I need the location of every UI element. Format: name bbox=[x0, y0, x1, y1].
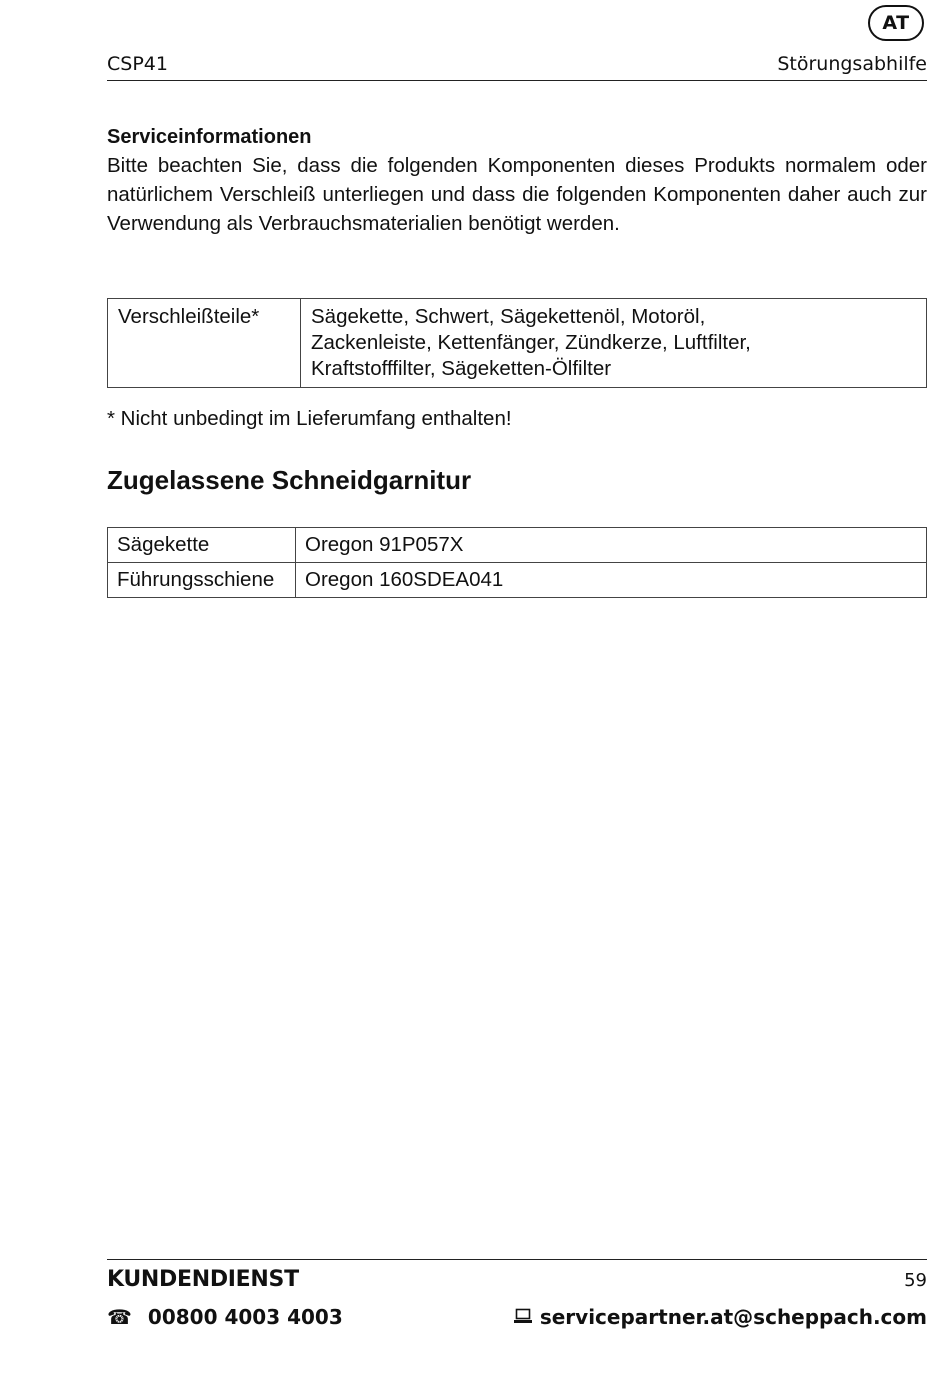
service-info-heading: Serviceinformationen bbox=[107, 126, 312, 148]
table-row bbox=[108, 299, 927, 388]
footnote: * Nicht unbedingt im Lieferumfang enthalten! bbox=[107, 407, 512, 430]
section-title: Störungsabhilfe bbox=[777, 53, 927, 75]
wear-parts-label: Verschleißteile* bbox=[108, 299, 301, 388]
wear-parts-line: Sägekette, Schwert, Sägekettenöl, Motoröl, bbox=[311, 305, 706, 328]
cutting-set-label: Sägekette bbox=[108, 528, 296, 563]
service-information bbox=[107, 123, 927, 238]
table-row bbox=[108, 563, 927, 598]
email-address: servicepartner.at@scheppach.com bbox=[539, 1305, 927, 1329]
cutting-set-table bbox=[107, 527, 927, 598]
cutting-set-value: Oregon 160SDEA041 bbox=[296, 563, 927, 598]
page-header bbox=[107, 52, 927, 81]
cutting-set-heading: Zugelassene Schneidgarnitur bbox=[107, 465, 472, 495]
page-number: 59 bbox=[904, 1270, 927, 1291]
wear-parts-table bbox=[107, 298, 927, 388]
country-badge: AT bbox=[868, 5, 924, 41]
table-row bbox=[108, 528, 927, 563]
cutting-set-label: Führungsschiene bbox=[108, 563, 296, 598]
service-phone bbox=[107, 1305, 343, 1329]
cutting-set-value: Oregon 91P057X bbox=[296, 528, 927, 563]
wear-parts-line: Kraftstofffilter, Sägeketten-Ölfilter bbox=[311, 357, 612, 380]
service-email bbox=[514, 1305, 927, 1329]
wear-parts-line: Zackenleiste, Kettenfänger, Zündkerze, Luftfilter, bbox=[311, 331, 751, 354]
phone-number: 00800 4003 4003 bbox=[147, 1305, 343, 1329]
model-name: CSP41 bbox=[107, 53, 168, 75]
wear-parts-list bbox=[301, 299, 927, 388]
footer-divider bbox=[107, 1259, 927, 1260]
laptop-icon bbox=[514, 1305, 532, 1329]
service-info-text: Bitte beachten Sie, dass die folgenden Komponenten dieses Produkts normalem oder natürlichem Verschleiß unterliegen und dass die folgenden Komponenten daher auch zur Verwendung als Verbrauchsmaterialien benötigt werden. bbox=[107, 154, 927, 235]
telephone-icon: ☎ bbox=[107, 1305, 132, 1329]
footer-title: KUNDENDIENST bbox=[107, 1267, 299, 1292]
